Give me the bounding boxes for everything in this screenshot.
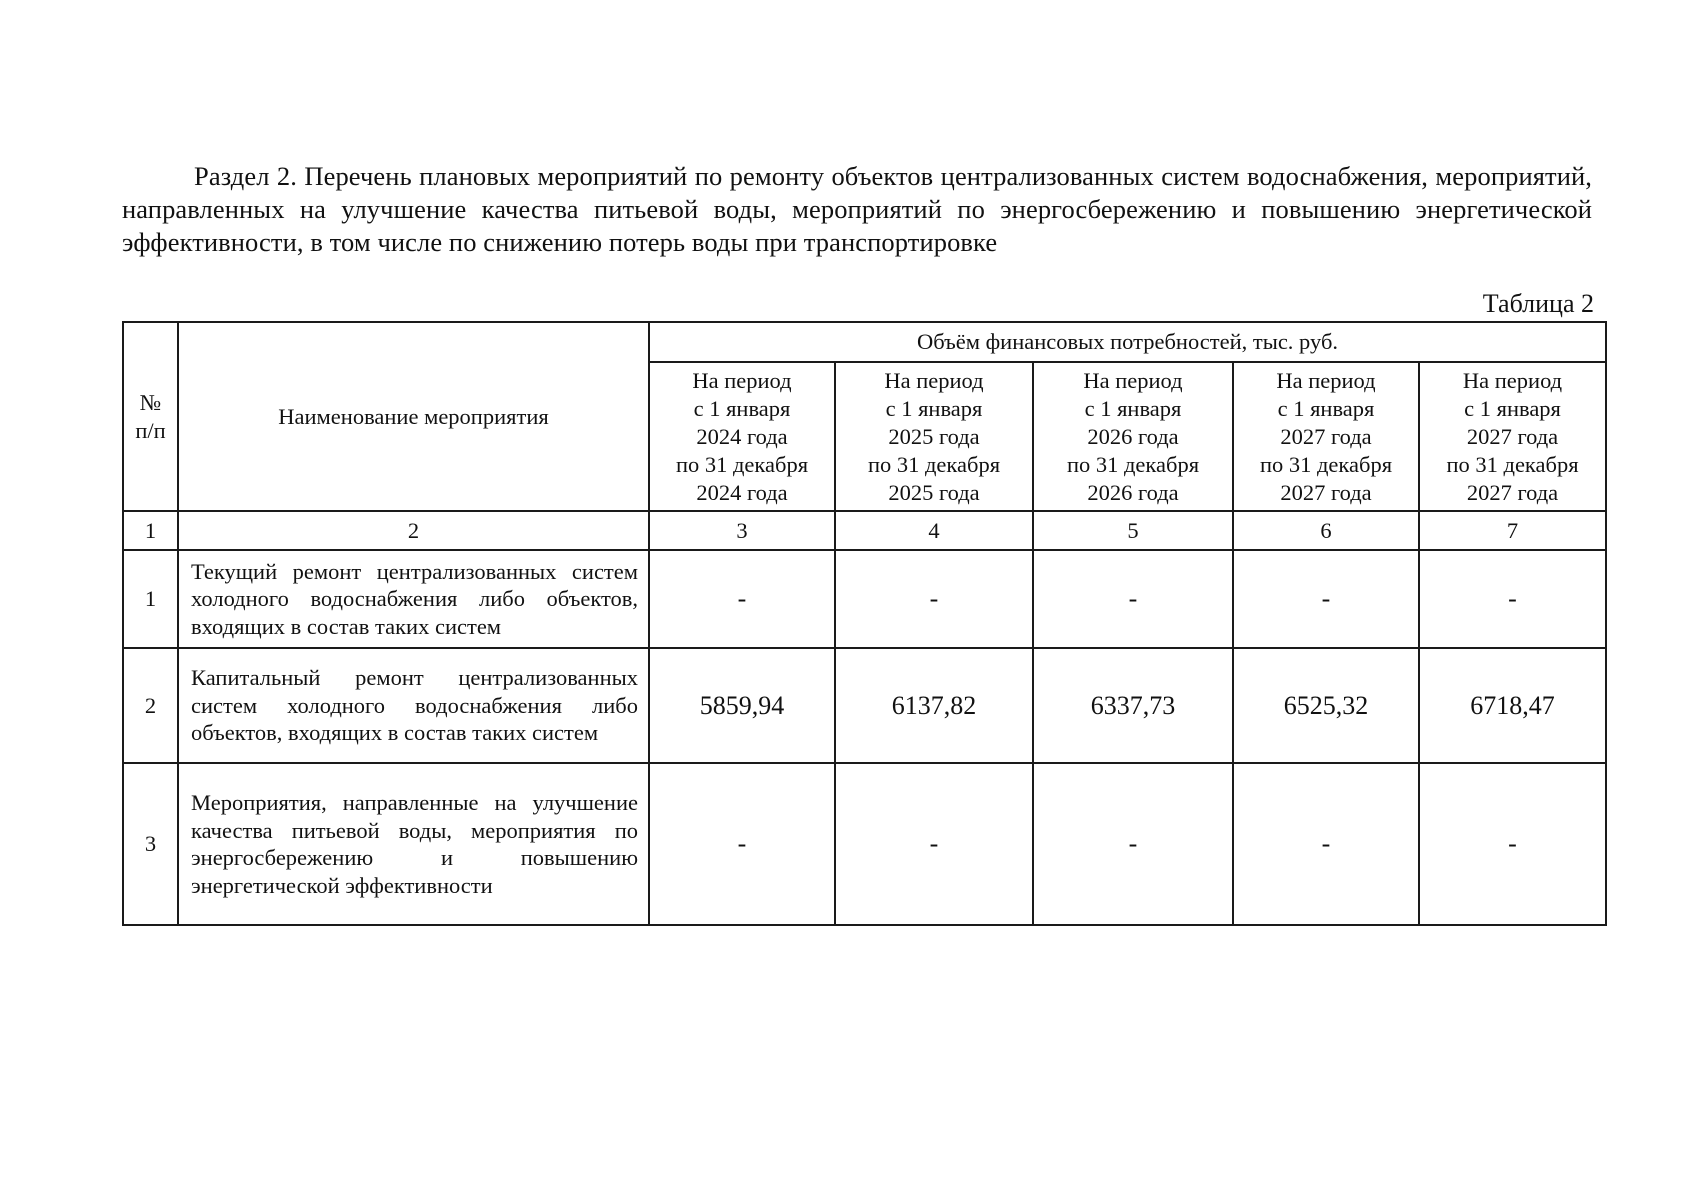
measure-name: Капитальный ремонт централизованных систем холодного водоснабжения либо объектов, входящих в состав таких систем (178, 648, 649, 763)
column-number: 5 (1033, 511, 1233, 550)
value-cell: - (1033, 550, 1233, 648)
value-cell: 5859,94 (649, 648, 835, 763)
header-financial-needs: Объём финансовых потребностей, тыс. руб. (649, 322, 1606, 362)
header-row-group (123, 322, 1606, 362)
value-cell: - (1233, 763, 1419, 925)
header-period: На период с 1 января 2024 года по 31 декабря 2024 года (649, 362, 835, 511)
section-heading: Раздел 2. Перечень плановых мероприятий по ремонту объектов централизованных систем водоснабжения, мероприятий, направленных на улучшение качества питьевой воды, мероприятий по энергосбережению и повышению энергетической эффективности, в том числе по снижению потерь воды при транспортировке (122, 161, 1592, 257)
value-cell: 6337,73 (1033, 648, 1233, 763)
column-number: 4 (835, 511, 1033, 550)
row-number: 1 (123, 550, 178, 648)
table-caption: Таблица 2 (1482, 289, 1594, 318)
value-cell: 6718,47 (1419, 648, 1606, 763)
value-cell: - (1419, 763, 1606, 925)
value-cell: - (649, 763, 835, 925)
value-cell: - (649, 550, 835, 648)
measure-name: Мероприятия, направленные на улучшение качества питьевой воды, мероприятия по энергосбережению и повышению энергетической эффективности (178, 763, 649, 925)
measures-table (122, 321, 1607, 926)
column-number: 7 (1419, 511, 1606, 550)
column-number: 1 (123, 511, 178, 550)
value-cell: - (1419, 550, 1606, 648)
header-period: На период с 1 января 2027 года по 31 декабря 2027 года (1419, 362, 1606, 511)
header-period: На период с 1 января 2025 года по 31 декабря 2025 года (835, 362, 1033, 511)
column-number: 6 (1233, 511, 1419, 550)
row-number: 2 (123, 648, 178, 763)
value-cell: - (835, 763, 1033, 925)
row-number: 3 (123, 763, 178, 925)
column-number-row (123, 511, 1606, 550)
value-cell: - (1233, 550, 1419, 648)
header-period: На период с 1 января 2027 года по 31 декабря 2027 года (1233, 362, 1419, 511)
table-row (123, 550, 1606, 648)
value-cell: 6525,32 (1233, 648, 1419, 763)
column-number: 2 (178, 511, 649, 550)
value-cell: - (835, 550, 1033, 648)
table-row (123, 763, 1606, 925)
value-cell: - (1033, 763, 1233, 925)
header-name: Наименование мероприятия (178, 322, 649, 511)
column-number: 3 (649, 511, 835, 550)
measure-name: Текущий ремонт централизованных систем холодного водоснабжения либо объектов, входящих в состав таких систем (178, 550, 649, 648)
table-row (123, 648, 1606, 763)
header-period: На период с 1 января 2026 года по 31 декабря 2026 года (1033, 362, 1233, 511)
header-number: № п/п (123, 322, 178, 511)
value-cell: 6137,82 (835, 648, 1033, 763)
